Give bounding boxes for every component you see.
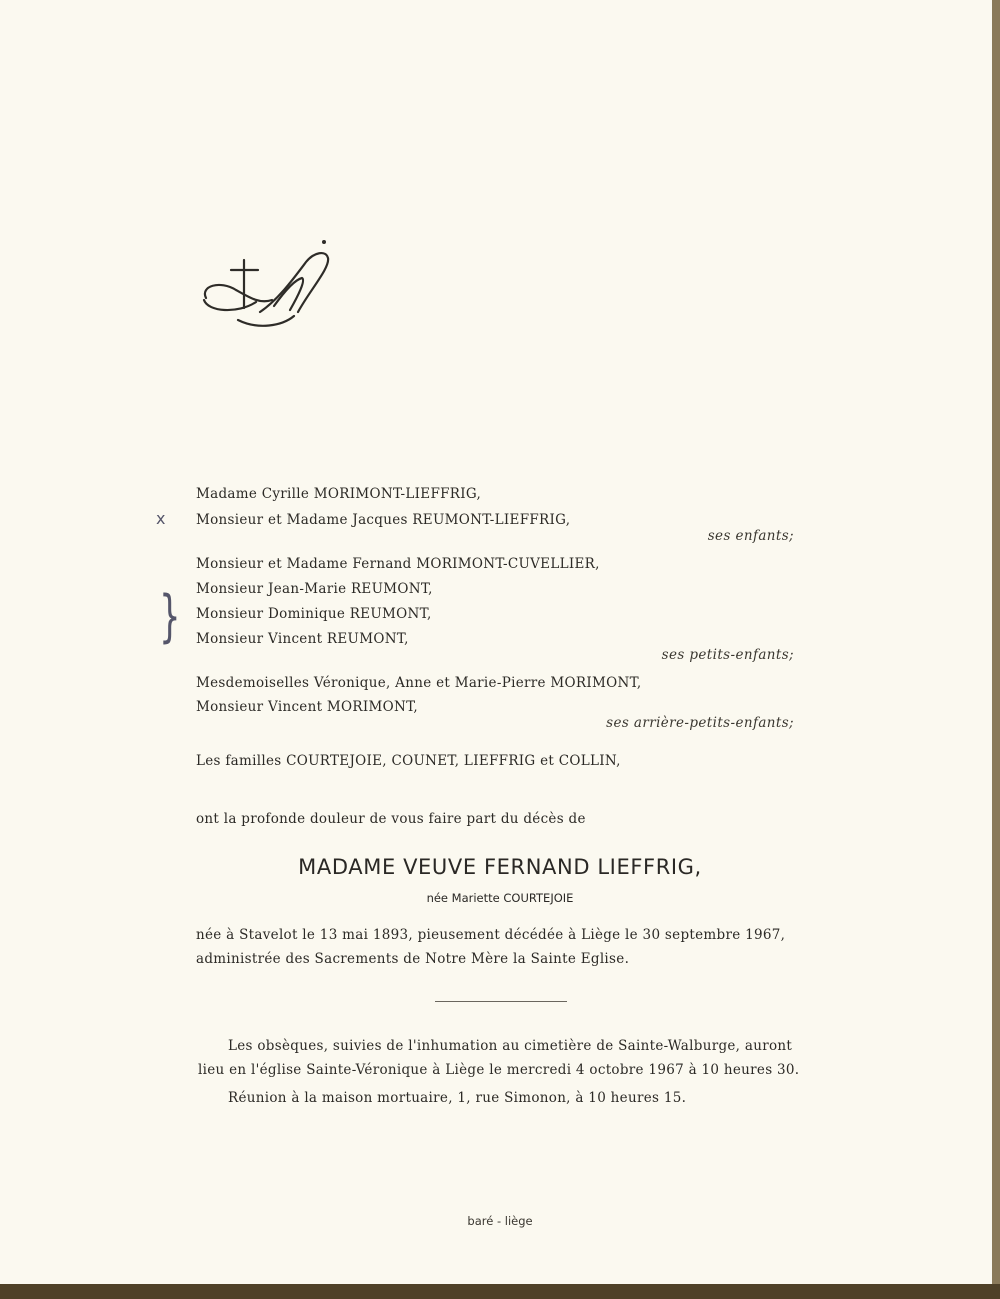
details-line: administrée des Sacrements de Notre Mère la Sainte Eglise. <box>196 951 630 967</box>
families-line: Les familles COURTEJOIE, COUNET, LIEFFRIG et COLLIN, <box>196 753 621 769</box>
family-name-line: Monsieur Vincent MORIMONT, <box>196 699 419 715</box>
paper-shadow-right <box>992 0 1000 1299</box>
details-line: née à Stavelot le 13 mai 1893, pieusement décédée à Liège le 30 septembre 1967, <box>196 927 786 943</box>
printer-credit: baré - liège <box>467 1214 533 1228</box>
relationship-label: ses petits-enfants; <box>661 647 794 663</box>
family-name-line: Monsieur Jean-Marie REUMONT, <box>196 581 433 597</box>
funeral-line: Les obsèques, suivies de l'inhumation au cimetière de Sainte-Walburge, auront <box>228 1038 793 1054</box>
intro-line: ont la profonde douleur de vous faire part du décès de <box>196 811 586 827</box>
family-name-line: Monsieur et Madame Fernand MORIMONT-CUVELLIER, <box>196 556 600 572</box>
relationship-label: ses enfants; <box>707 528 794 544</box>
family-name-line: Monsieur Dominique REUMONT, <box>196 606 432 622</box>
cross-monogram-icon <box>198 240 338 340</box>
handwritten-brace-mark: } <box>159 584 181 649</box>
paper-shadow-bottom <box>0 1284 1000 1299</box>
family-name-line: Madame Cyrille MORIMONT-LIEFFRIG, <box>196 486 482 502</box>
deceased-name: MADAME VEUVE FERNAND LIEFFRIG, <box>298 855 702 879</box>
divider-rule <box>435 1001 567 1002</box>
family-name-line: Monsieur Vincent REUMONT, <box>196 631 409 647</box>
family-name-line: Monsieur et Madame Jacques REUMONT-LIEFFRIG, <box>196 512 571 528</box>
relationship-label: ses arrière-petits-enfants; <box>606 715 794 731</box>
handwritten-cross-mark: x <box>156 509 166 528</box>
family-name-line: Mesdemoiselles Véronique, Anne et Marie-Pierre MORIMONT, <box>196 675 642 691</box>
birth-name: née Mariette COURTEJOIE <box>426 891 574 905</box>
funeral-line: Réunion à la maison mortuaire, 1, rue Simonon, à 10 heures 15. <box>228 1090 687 1106</box>
funeral-line: lieu en l'église Sainte-Véronique à Liège le mercredi 4 octobre 1967 à 10 heures 30. <box>198 1062 800 1078</box>
